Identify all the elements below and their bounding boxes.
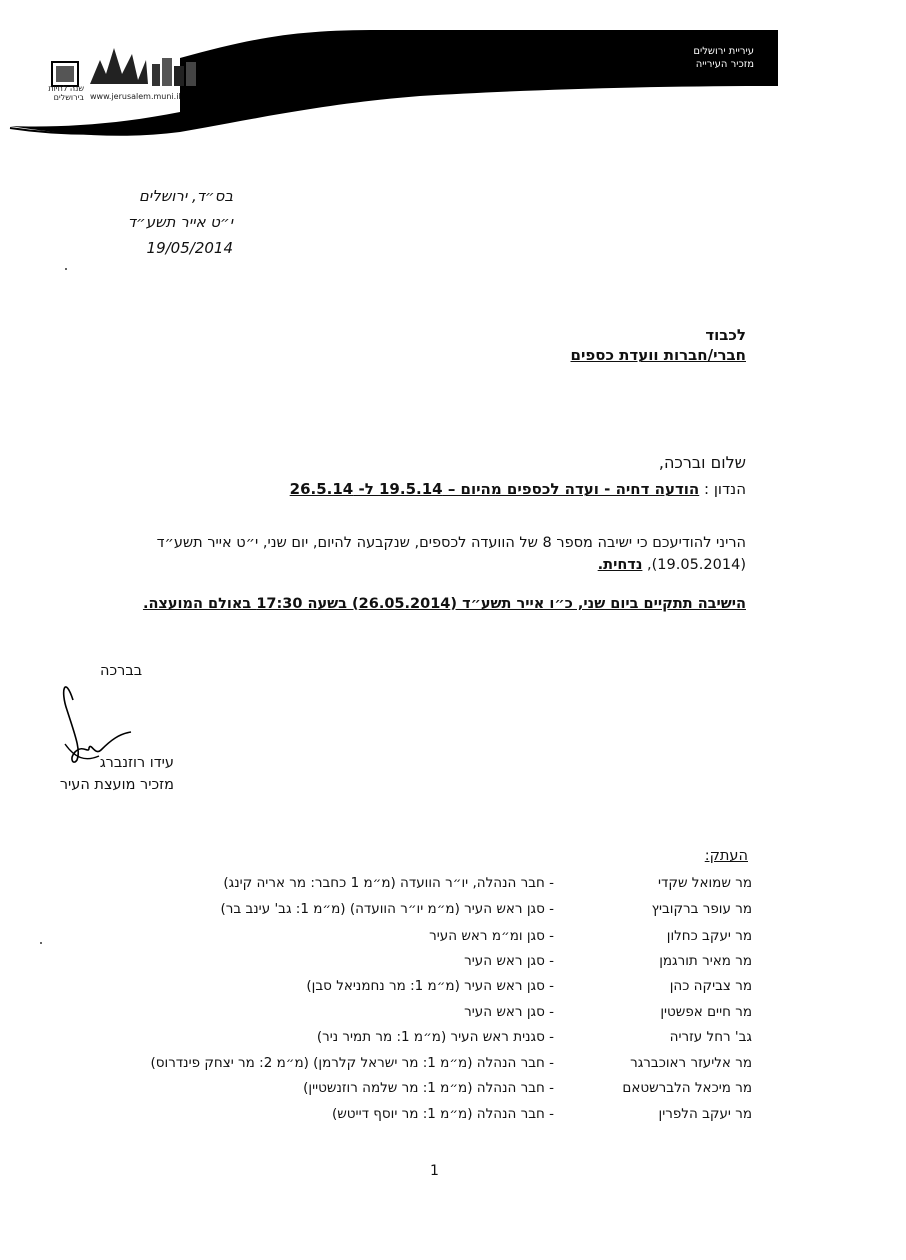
copy-row: [96, 901, 752, 925]
copy-row: [96, 875, 752, 899]
scan-speck: [40, 942, 42, 944]
municipality-name: עיריית ירושלים: [693, 46, 754, 57]
page-number: 1: [430, 1163, 439, 1179]
seal-caption: שנה לחיות בירושלים: [48, 84, 84, 102]
subject-label: הנדון :: [704, 480, 746, 498]
copy-role: - חבר הנהלה (מ״מ 1: מר יוסף דייטש): [331, 1106, 554, 1122]
signatory: [40, 752, 174, 796]
copies-title: העתק:: [704, 848, 748, 864]
copy-row: [96, 953, 752, 977]
copy-name: מר שמואל שקדי: [657, 875, 752, 891]
date-line-hebrew: י״ט אייר תשע״ד: [127, 213, 233, 231]
copy-row: [96, 1080, 752, 1104]
copy-role: - חבר הנהלה (מ״מ 1: מר שלמה רוזנשטיין): [303, 1080, 554, 1096]
copy-name: מר מיכאל הלברשטאם: [622, 1080, 752, 1096]
copy-name: מר צביקה כהן: [669, 978, 752, 994]
copy-row: [96, 1055, 752, 1079]
copy-name: גב' רחל עזריה: [669, 1029, 752, 1045]
address-to: לכבוד: [705, 326, 746, 344]
copy-name: מר חיים אפשטין: [660, 1004, 752, 1020]
date-block: [100, 183, 233, 261]
subject-line: [290, 480, 746, 498]
copy-role: - חבר הנהלה (מ״מ 1: מר ישראל קלרמן) (מ״מ 2: מר יצחק פינדרוס): [150, 1055, 554, 1071]
signatory-title: מזכיר מועצת העיר: [59, 777, 174, 793]
copy-role: - סגן ומ״מ ראש העיר: [429, 928, 554, 944]
postponed-word: נדחית.: [597, 557, 643, 573]
copy-name: מר יעקב כחלון: [666, 928, 752, 944]
copy-role: - סגן ראש העיר: [464, 953, 554, 969]
date-line-hebrew-city: בס״ד, ירושלים: [138, 187, 233, 205]
address-block: [571, 325, 746, 365]
body-paragraph: [96, 532, 746, 576]
copy-role: - סגן ראש העיר: [464, 1004, 554, 1020]
copy-row: [96, 1029, 752, 1053]
copy-role: - חבר הנהלה, יו״ר הוועדה (מ״מ 1 כחבר: מר אריה קינג): [223, 875, 554, 891]
signatory-name: עידו רוזנברג: [99, 755, 174, 771]
copy-name: מר מאיר תורגמן: [659, 953, 752, 969]
closing: בברכה: [100, 663, 143, 679]
copy-role: - סגן ראש העיר (מ״מ 1: מר נחמניאל סבן): [306, 978, 554, 994]
scan-speck: [65, 268, 67, 270]
body-text: הריני להודיעכם כי ישיבה מספר 8 של הוועדה לכספים, שנקבעה להיום, יום שני, י״ט אייר תשע״ד (19.05.2014),: [156, 535, 746, 573]
greeting: שלום וברכה,: [658, 453, 746, 472]
copy-row: [96, 1004, 752, 1028]
copy-role: - סגנית ראש העיר (מ״מ 1: מר תמיר ניר): [316, 1029, 554, 1045]
copy-row: [96, 928, 752, 952]
meeting-notice: הישיבה תתקיים ביום שני, כ״ו אייר תשע״ד (26.05.2014) בשעה 17:30 באולם המועצה.: [142, 596, 746, 612]
copy-name: מר עופר ברקוביץ: [651, 901, 752, 917]
copy-row: [96, 1106, 752, 1130]
office-name: מזכיר העירייה: [695, 59, 754, 70]
copy-role: - סגן ראש העיר (מ״מ יו״ר הוועדה) (מ״מ 1: גב' עינב בר): [220, 901, 554, 917]
municipality-header: [693, 45, 754, 71]
website-url: www.jerusalem.muni.il: [90, 92, 181, 101]
copy-row: [96, 978, 752, 1002]
copy-name: מר אליעזר ראוכברגר: [630, 1055, 752, 1071]
copy-name: מר יעקב הלפרין: [658, 1106, 752, 1122]
address-recipients: חברי/חברות וועדת כספים: [570, 346, 746, 364]
subject-text: הודעה דחיה - ועדה לכספים מהיום – 19.5.14 ל- 26.5.14: [289, 480, 700, 498]
date-line-gregorian: 19/05/2014: [146, 239, 233, 257]
